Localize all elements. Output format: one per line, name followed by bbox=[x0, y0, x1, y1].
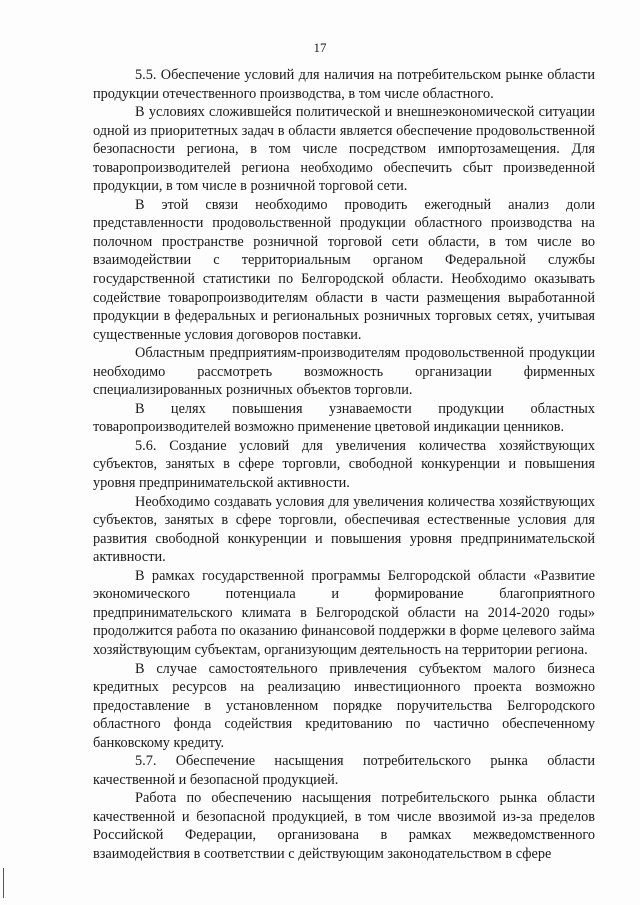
paragraph: Областным предприятиям-производителям продовольственной продукции необходимо рассмотреть возможность организации фирменных специализированных розничных объектов торговли. bbox=[93, 345, 595, 399]
paragraph: Необходимо создавать условия для увеличения количества хозяйствующих субъектов, занятых в сфере торговли, обеспечивая естественные условия для развития свободной конкуренции и повышения уровня предпринимательской активности. bbox=[93, 493, 595, 566]
paragraph: В целях повышения узнаваемости продукции областных товаропроизводителей возможно применение цветовой индикации ценников. bbox=[93, 400, 595, 436]
section-heading-5-6: 5.6. Создание условий для увеличения количества хозяйствующих субъектов, занятых в сфере торговли, свободной конкуренции и повышения уровня предпринимательской активности. bbox=[93, 437, 595, 492]
paragraph: В случае самостоятельного привлечения субъектом малого бизнеса кредитных ресурсов на реализацию инвестиционного проекта возможно предоставление в установленном порядке поручительства Белгородского областного фонда содействия кредитованию по частично обеспеченному банковскому кредиту. bbox=[93, 660, 595, 751]
paragraph: Работа по обеспечению насыщения потребительского рынка области качественной и безопасной продукцией, в том числе ввозимой из-за пределов Российской Федерации, организована в рамках межведомственного взаимодействия в соответствии с действующим законодательством в сфере bbox=[93, 790, 595, 862]
paragraph: В рамках государственной программы Белгородской области «Развитие экономического потенциала и формирование благоприятного предпринимательского климата в Белгородской области на 2014-2020 годы» продолжится работа по оказанию финансовой поддержки в форме целевого займа хозяйствующим субъектам, организующим деятельность на территории региона. bbox=[93, 567, 595, 658]
scan-margin-mark bbox=[3, 868, 4, 898]
document-body bbox=[93, 66, 595, 864]
section-heading-5-5: 5.5. Обеспечение условий для наличия на потребительском рынке области продукции отечественного производства, в том числе областного. bbox=[93, 67, 595, 102]
paragraph: В условиях сложившейся политической и внешнеэкономической ситуации одной из приоритетных задач в области является обеспечение продовольственной безопасности региона, в том числе посредством импортозамещения. Для товаропроизводителей региона необходимо обеспечить сбыт произведенной продукции, в том числе в розничной торговой сети. bbox=[93, 104, 595, 195]
page-number: 17 bbox=[313, 40, 327, 55]
section-heading-5-7: 5.7. Обеспечение насыщения потребительского рынка области качественной и безопасной продукцией. bbox=[93, 753, 595, 788]
paragraph: В этой связи необходимо проводить ежегодный анализ доли представленности продовольственной продукции областного производства на полочном пространстве розничной торговой сети области, в том числе во взаимодействии с территориальным органом Федеральной службы государственной статистики по Белгородской области. Необходимо оказывать содействие товаропроизводителям области в части размещения выработанной продукции в федеральных и региональных розничных торговых сетях, учитывая существенные условия договоров поставки. bbox=[93, 196, 595, 343]
